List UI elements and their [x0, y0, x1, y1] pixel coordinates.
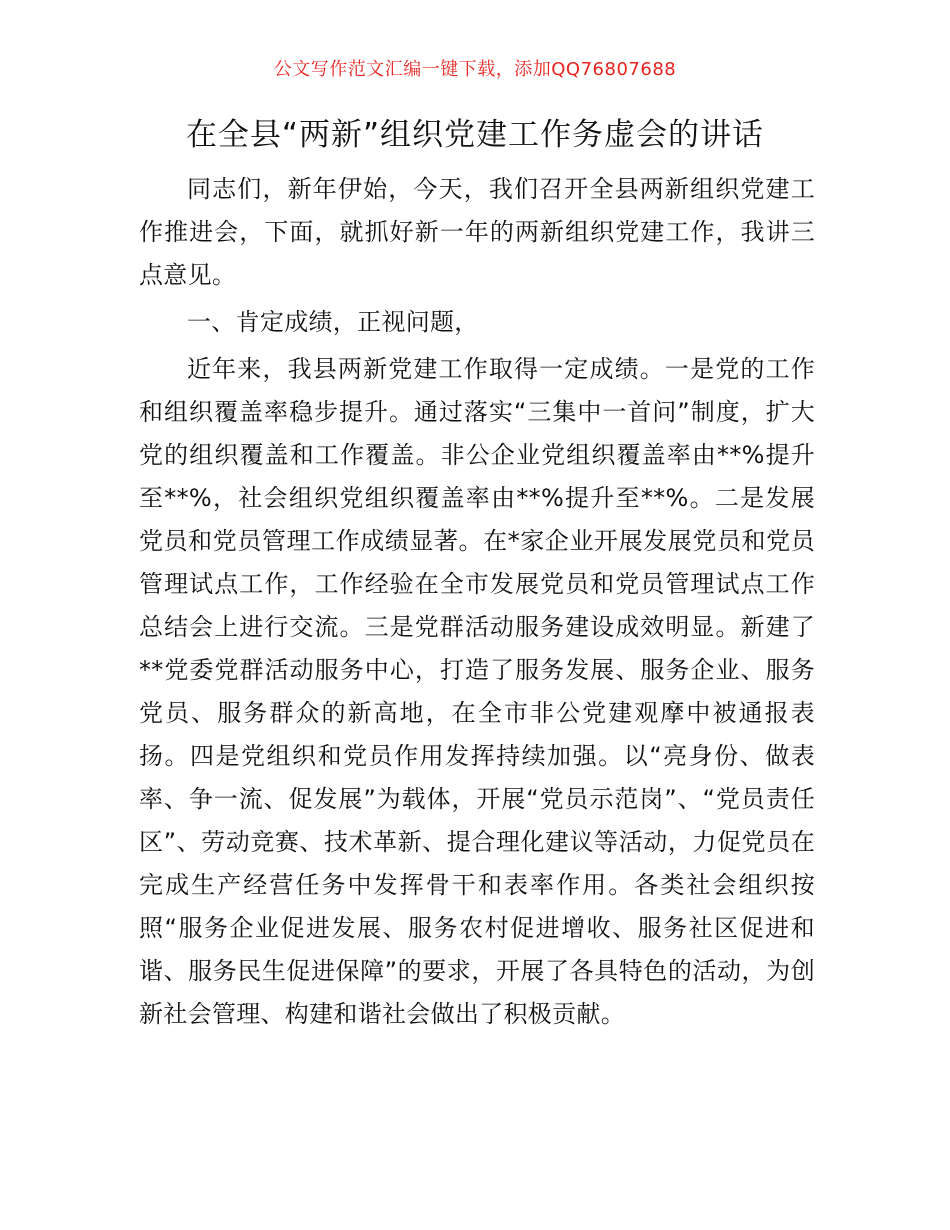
achievements-paragraph: 近年来，我县两新党建工作取得一定成绩。一是党的工作和组织覆盖率稳步提升。通过落实“三集中一首问”制度，扩大党的组织覆盖和工作覆盖。非公企业党组织覆盖率由**%提升至**%，社会组织党组织覆盖率由**%提升至**%。二是发展党员和党员管理工作成绩显著。在*家企业开展发展党员和党员管理试点工作，工作经验在全市发展党员和党员管理试点工作总结会上进行交流。三是党群活动服务建设成效明显。新建了**党委党群活动服务中心，打造了服务发展、服务企业、服务党员、服务群众的新高地，在全市非公党建观摩中被通报表扬。四是党组织和党员作用发挥持续加强。以“亮身份、做表率、争一流、促发展”为载体，开展“党员示范岗”、“党员责任区”、劳动竞赛、技术革新、提合理化建议等活动，力促党员在完成生产经营任务中发挥骨干和表率作用。各类社会组织按照“服务企业促进发展、服务农村促进增收、服务社区促进和谐、服务民生促进保障”的要求，开展了各具特色的活动，为创新社会管理、构建和谐社会做出了积极贡献。: [139, 355, 815, 1028]
document-body: [139, 168, 815, 1040]
opening-paragraph: 同志们，新年伊始，今天，我们召开全县两新组织党建工作推进会，下面，就抓好新一年的两新组织党建工作，我讲三点意见。: [139, 175, 815, 289]
document-title: 在全县“两新”组织党建工作务虚会的讲话: [185, 117, 765, 153]
section-heading-1: 一、肯定成绩，正视问题，: [187, 308, 479, 336]
download-notice-header: 公文写作范文汇编一键下载，添加QQ76807688: [273, 59, 677, 80]
